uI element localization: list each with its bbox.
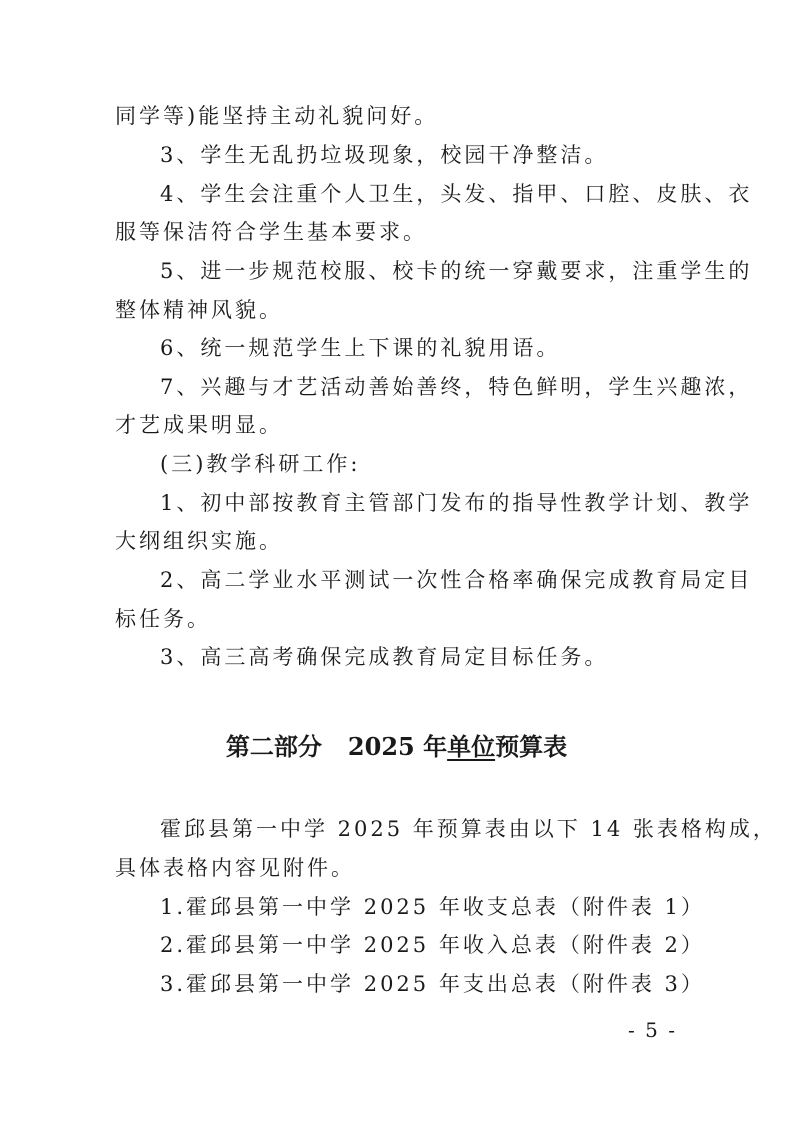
paragraph-line: 5、进一步规范校服、校卡的统一穿戴要求，注重学生的 — [160, 259, 753, 283]
paragraph-line: 2、高二学业水平测试一次性合格率确保完成教育局定目 — [160, 568, 753, 592]
paragraph-line: 7、兴趣与才艺活动善始善终，特色鲜明，学生兴趣浓， — [160, 375, 753, 399]
list-item: 1.霍邱县第一中学 2025 年收支总表（附件表 1） — [160, 895, 705, 919]
paragraph-line: 标任务。 — [115, 607, 211, 631]
subsection-heading: (三)教学科研工作: — [160, 452, 361, 476]
paragraph-line: 1、初中部按教育主管部门发布的指导性教学计划、教学 — [160, 491, 753, 515]
paragraph-line: 霍邱县第一中学 2025 年预算表由以下 14 张表格构成， — [160, 817, 777, 841]
section-title-rest: 预算表 — [495, 732, 568, 761]
paragraph-line: 3、高三高考确保完成教育局定目标任务。 — [160, 645, 609, 669]
paragraph-line: 4、学生会注重个人卫生，头发、指甲、口腔、皮肤、衣 — [160, 182, 753, 206]
section-heading — [0, 733, 793, 762]
paragraph-line: 才艺成果明显。 — [115, 413, 283, 437]
list-item: 3.霍邱县第一中学 2025 年支出总表（附件表 3） — [160, 972, 705, 996]
section-underlined-text: 单位 — [447, 732, 496, 761]
paragraph-line: 大纲组织实施。 — [115, 529, 283, 553]
paragraph-line: 服等保洁符合学生基本要求。 — [115, 220, 427, 244]
section-year: 2025 年 — [347, 732, 448, 761]
page-number: - 5 - — [628, 1018, 677, 1042]
paragraph-line: 6、统一规范学生上下课的礼貌用语。 — [160, 336, 561, 360]
section-part-label: 第二部分 — [225, 732, 322, 761]
paragraph-line: 整体精神风貌。 — [115, 298, 283, 322]
list-item: 2.霍邱县第一中学 2025 年收入总表（附件表 2） — [160, 933, 705, 957]
paragraph-line: 具体表格内容见附件。 — [115, 856, 355, 880]
paragraph-line: 3、学生无乱扔垃圾现象，校园干净整洁。 — [160, 143, 609, 167]
paragraph-line: 同学等)能坚持主动礼貌问好。 — [115, 104, 439, 128]
